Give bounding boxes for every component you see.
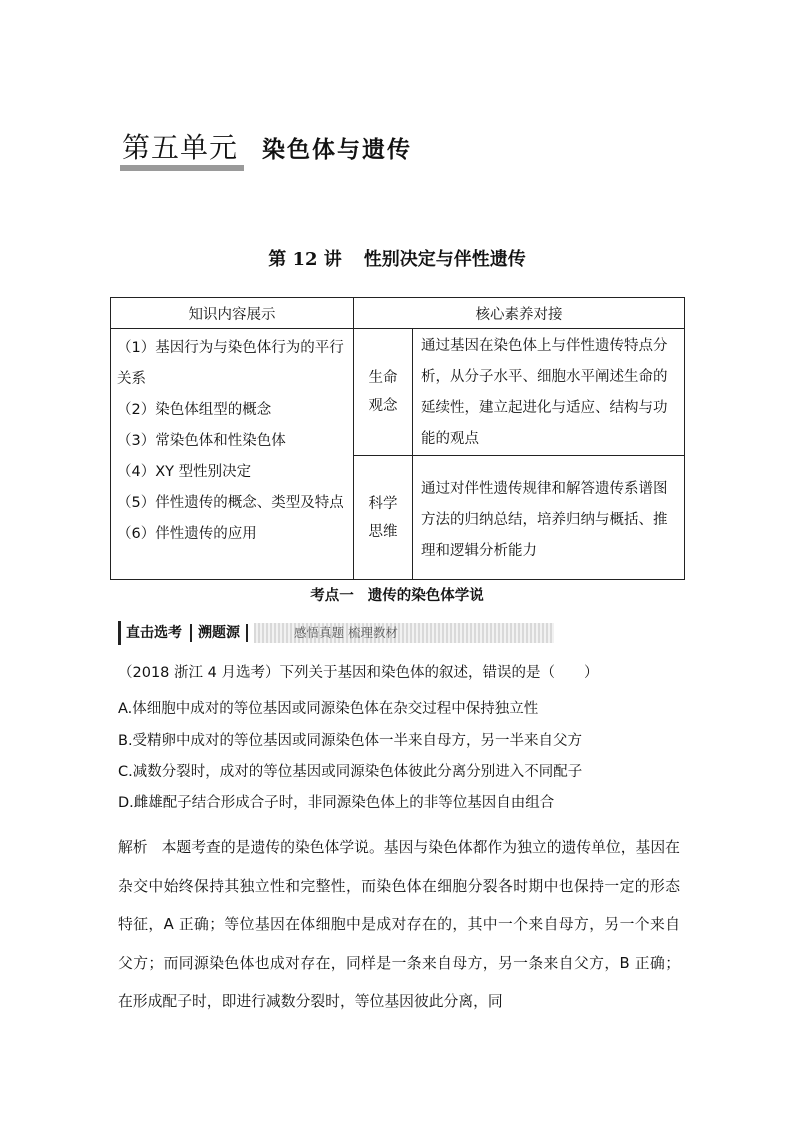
- unit-label-box: [120, 131, 244, 171]
- banner-divider: [190, 624, 192, 642]
- knowledge-item: （5）伴性遗传的概念、类型及特点: [117, 495, 344, 511]
- lecture-title: [0, 247, 794, 273]
- knowledge-item: （1）基因行为与染色体行为的平行关系: [117, 340, 344, 387]
- knowledge-item: （4）XY 型性别决定: [117, 464, 252, 480]
- unit-title: 染色体与遗传: [262, 136, 412, 163]
- knowledge-item: （3）常染色体和性染色体: [117, 433, 286, 449]
- banner-left-label: 直击选考: [118, 621, 182, 645]
- option-b: B.受精卵中成对的等位基因或同源染色体一半来自母方，另一半来自父方: [118, 733, 583, 749]
- banner-middle-label: 溯题源: [198, 625, 240, 641]
- table-header-knowledge: 知识内容展示: [111, 298, 354, 329]
- option-d: D.雌雄配子结合形成合子时，非同源染色体上的非等位基因自由组合: [118, 795, 555, 811]
- exam-point-title: [0, 585, 794, 607]
- question-stem: （2018 浙江 4 月选考）下列关于基因和染色体的叙述，错误的是（ ）: [118, 665, 599, 681]
- option-a: A.体细胞中成对的等位基因或同源染色体在杂交过程中保持独立性: [118, 701, 539, 717]
- knowledge-item: （2）染色体组型的概念: [117, 402, 272, 418]
- lecture-name: 性别决定与伴性遗传: [363, 249, 526, 270]
- option-c: C.减数分裂时，成对的等位基因或同源染色体彼此分离分别进入不同配子: [118, 764, 583, 780]
- literacy-category: [354, 329, 413, 456]
- analysis-text: 本题考查的是遗传的染色体学说。基因与染色体都作为独立的遗传单位，基因在杂交中始终保持其独立性和完整性，而染色体在细胞分裂各时期中也保持一定的形态特征，A 正确；等位基因在体细胞中是成对存在的，其中一个来自母方，另一个来自父方；而同源染色体也成对存在，同样是一条来自母方，另一条来自父方，B 正确；在形成配子时，即进行减数分裂时，等位基因彼此分离，同: [118, 839, 680, 1011]
- literacy-description: 通过基因在染色体上与伴性遗传特点分析，从分子水平、细胞水平阐述生命的延续性，建立起进化与适应、结构与功能的观点: [413, 329, 685, 456]
- knowledge-item: （6）伴性遗传的应用: [117, 526, 257, 542]
- knowledge-list: [111, 329, 354, 580]
- literacy-category: [354, 456, 413, 580]
- core-literacy-table: [110, 297, 685, 580]
- unit-label: 第五单元: [122, 131, 239, 164]
- literacy-description: 通过对伴性遗传规律和解答遗传系谱图方法的归纳总结，培养归纳与概括、推理和逻辑分析能力: [413, 456, 685, 580]
- banner-divider: [246, 624, 248, 642]
- literacy-category-text: 生命观念: [368, 370, 398, 414]
- exam-point-number: 考点一: [310, 588, 354, 604]
- lecture-number: 第 12 讲: [268, 249, 342, 270]
- table-header-literacy: 核心素养对接: [354, 298, 685, 329]
- banner-right-label: 感悟真题 梳理教材: [294, 625, 398, 640]
- analysis-paragraph: [118, 829, 680, 1022]
- analysis-label: 解析: [118, 839, 148, 856]
- literacy-category-text: 科学思维: [368, 495, 398, 540]
- section-banner: [118, 621, 438, 645]
- exam-point-name: 遗传的染色体学说: [367, 588, 484, 604]
